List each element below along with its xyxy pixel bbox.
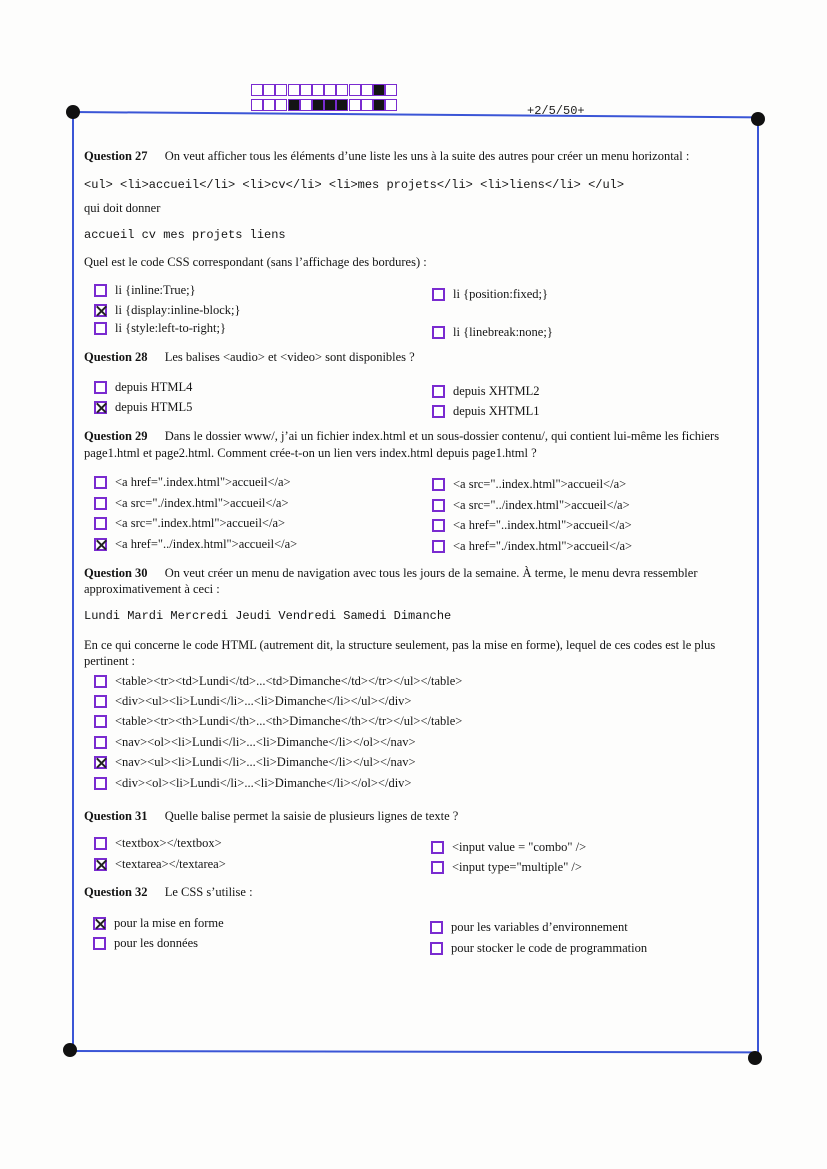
code-box	[263, 99, 275, 111]
checkbox[interactable]	[93, 937, 106, 950]
question-text: Quelle balise permet la saisie de plusieurs lignes de texte ?	[164, 809, 459, 823]
checkbox[interactable]	[94, 736, 107, 749]
corner-marker-top-left	[66, 105, 80, 119]
checkbox-checked[interactable]	[94, 401, 107, 414]
text-line: pertinent :	[84, 654, 136, 668]
choice-label: depuis XHTML1	[453, 404, 540, 418]
checkbox[interactable]	[94, 675, 107, 688]
choice-q27-e[interactable]	[432, 325, 553, 340]
choice-q30-a[interactable]	[94, 674, 462, 689]
choice-q30-d[interactable]	[94, 735, 416, 750]
checkbox-checked[interactable]	[94, 756, 107, 769]
text-line: approximativement à ceci :	[84, 582, 220, 596]
choice-q27-a[interactable]	[94, 283, 196, 298]
checkbox[interactable]	[94, 476, 107, 489]
choice-q32-c[interactable]	[430, 920, 628, 935]
choice-q29-c[interactable]	[94, 516, 285, 531]
question-label: Question 27	[84, 149, 148, 163]
choice-q31-d[interactable]	[431, 860, 582, 875]
checkbox[interactable]	[94, 777, 107, 790]
code-box	[312, 84, 324, 96]
choice-q29-h[interactable]	[432, 539, 632, 554]
choice-label: <a href="../index.html">accueil</a>	[115, 537, 298, 551]
choice-q32-d[interactable]	[430, 941, 647, 956]
code-box	[251, 99, 263, 111]
checkbox[interactable]	[432, 478, 445, 491]
choice-label: <div><ol><li>Lundi</li>...<li>Dimanche</li></ol></div>	[115, 776, 412, 790]
text-line: qui doit donner	[84, 201, 161, 215]
checkbox[interactable]	[94, 284, 107, 297]
code-box	[288, 99, 300, 111]
code-snippet: Lundi Mardi Mercredi Jeudi Vendredi Samedi Dimanche	[84, 609, 452, 623]
choice-label: <a src=".index.html">accueil</a>	[115, 516, 286, 530]
choice-label: <a src="..index.html">accueil</a>	[453, 477, 627, 491]
code-box	[349, 99, 361, 111]
choice-q32-b[interactable]	[93, 936, 198, 951]
code-box	[251, 84, 263, 96]
choice-q29-b[interactable]	[94, 496, 289, 511]
choice-q29-e[interactable]	[432, 477, 626, 492]
question-label: Question 32	[84, 885, 148, 899]
checkbox[interactable]	[432, 288, 445, 301]
choice-label: <textbox></textbox>	[115, 836, 222, 850]
choice-label: <a href="..index.html">accueil</a>	[453, 518, 632, 532]
choice-label: pour les variables d’environnement	[451, 920, 628, 934]
choice-q30-f[interactable]	[94, 776, 411, 791]
question-label: Question 30	[84, 566, 148, 580]
choice-q31-a[interactable]	[94, 836, 222, 851]
code-box	[373, 99, 385, 111]
question-30-heading	[84, 566, 697, 581]
frame-bottom-line	[70, 1050, 756, 1053]
code-box	[263, 84, 275, 96]
code-box	[288, 84, 300, 96]
checkbox-checked[interactable]	[94, 304, 107, 317]
choice-label: li {linebreak:none;}	[453, 325, 553, 339]
checkbox[interactable]	[432, 405, 445, 418]
choice-q29-d[interactable]	[94, 537, 297, 552]
code-box	[324, 99, 336, 111]
choice-label: li {display:inline-block;}	[115, 303, 241, 317]
code-box	[336, 99, 348, 111]
code-box	[275, 84, 287, 96]
checkbox[interactable]	[94, 322, 107, 335]
code-box	[385, 99, 397, 111]
choice-q30-b[interactable]	[94, 694, 411, 709]
question-text: Dans le dossier www/, j’ai un fichier index.html et un sous-dossier contenu/, qui contient lui-même les fichiers	[164, 429, 720, 443]
choice-label: li {inline:True;}	[115, 283, 196, 297]
choice-q29-a[interactable]	[94, 475, 291, 490]
choice-q27-d[interactable]	[432, 287, 548, 302]
choice-label: <textarea></textarea>	[115, 857, 226, 871]
choice-label: <input type="multiple" />	[452, 860, 582, 874]
choice-label: <nav><ol><li>Lundi</li>...<li>Dimanche</li></ol></nav>	[115, 735, 416, 749]
code-box	[361, 99, 373, 111]
checkbox[interactable]	[94, 381, 107, 394]
choice-label: depuis XHTML2	[453, 384, 540, 398]
choice-q32-a[interactable]	[93, 916, 224, 931]
choice-q28-b[interactable]	[94, 400, 192, 415]
frame-top-line	[72, 111, 758, 118]
frame-left-line	[72, 112, 74, 1050]
checkbox-checked[interactable]	[93, 917, 106, 930]
question-28-heading	[84, 350, 415, 365]
choice-label: <table><tr><td>Lundi</td>...<td>Dimanche</td></tr></ul></table>	[115, 674, 463, 688]
code-box	[300, 84, 312, 96]
corner-marker-top-right	[751, 112, 765, 126]
text-line: page1.html et page2.html. Comment crée-t-on un lien vers index.html depuis page1.html ?	[84, 446, 537, 460]
choice-label: li {style:left-to-right;}	[115, 321, 226, 335]
question-text: Le CSS s’utilise :	[164, 885, 253, 899]
question-label: Question 29	[84, 429, 148, 443]
question-31-heading	[84, 809, 458, 824]
code-box	[312, 99, 324, 111]
corner-marker-bottom-right	[748, 1051, 762, 1065]
code-snippet: accueil cv mes projets liens	[84, 228, 286, 242]
choice-label: <nav><ul><li>Lundi</li>...<li>Dimanche</li></ul></nav>	[115, 755, 416, 769]
question-text: On veut afficher tous les éléments d’une liste les uns à la suite des autres pour créer un menu horizontal :	[164, 149, 690, 163]
frame-right-line	[757, 118, 759, 1058]
choice-q28-c[interactable]	[432, 384, 539, 399]
checkbox[interactable]	[94, 715, 107, 728]
choice-label: <a href=".index.html">accueil</a>	[115, 475, 291, 489]
choice-label: <a src="./index.html">accueil</a>	[115, 496, 289, 510]
question-label: Question 31	[84, 809, 148, 823]
question-29-heading	[84, 429, 719, 444]
question-32-heading	[84, 885, 253, 900]
question-text: On veut créer un menu de navigation avec tous les jours de la semaine. À terme, le menu devra ressembler	[164, 566, 698, 580]
checkbox[interactable]	[94, 497, 107, 510]
choice-label: <div><ul><li>Lundi</li>...<li>Dimanche</li></ul></div>	[115, 694, 412, 708]
choice-label: <table><tr><th>Lundi</th>...<th>Dimanche</th></tr></ul></table>	[115, 714, 463, 728]
choice-label: pour stocker le code de programmation	[451, 941, 648, 955]
choice-q30-c[interactable]	[94, 714, 462, 729]
choice-q28-a[interactable]	[94, 380, 192, 395]
question-27-heading	[84, 149, 689, 164]
checkbox[interactable]	[432, 326, 445, 339]
corner-marker-bottom-left	[63, 1043, 77, 1057]
checkbox-checked[interactable]	[94, 858, 107, 871]
choice-label: li {position:fixed;}	[453, 287, 548, 301]
checkbox[interactable]	[430, 921, 443, 934]
choice-q31-b[interactable]	[94, 857, 226, 872]
choice-label: <a href="./index.html">accueil</a>	[453, 539, 633, 553]
checkbox-checked[interactable]	[94, 538, 107, 551]
choice-label: pour les données	[114, 936, 199, 950]
checkbox[interactable]	[432, 499, 445, 512]
code-box	[275, 99, 287, 111]
choice-q31-c[interactable]	[431, 840, 586, 855]
checkbox[interactable]	[431, 861, 444, 874]
checkbox[interactable]	[431, 841, 444, 854]
checkbox[interactable]	[94, 695, 107, 708]
code-box	[336, 84, 348, 96]
choice-label: <a src="../index.html">accueil</a>	[453, 498, 630, 512]
text-line: Quel est le code CSS correspondant (sans l’affichage des bordures) :	[84, 255, 427, 269]
choice-q27-b[interactable]	[94, 303, 241, 318]
code-box	[300, 99, 312, 111]
question-text: Les balises <audio> et <video> sont disponibles ?	[164, 350, 415, 364]
choice-label: depuis HTML5	[115, 400, 193, 414]
checkbox[interactable]	[430, 942, 443, 955]
code-box	[385, 84, 397, 96]
page-code: +2/5/50+	[527, 104, 585, 118]
checkbox[interactable]	[432, 385, 445, 398]
choice-label: pour la mise en forme	[114, 916, 224, 930]
checkbox[interactable]	[94, 517, 107, 530]
checkbox[interactable]	[432, 540, 445, 553]
choice-label: <input value = "combo" />	[452, 840, 587, 854]
choice-label: depuis HTML4	[115, 380, 193, 394]
code-box	[361, 84, 373, 96]
choice-q29-g[interactable]	[432, 518, 632, 533]
checkbox[interactable]	[432, 519, 445, 532]
choice-q30-e[interactable]	[94, 755, 416, 770]
code-box	[349, 84, 361, 96]
choice-q27-c[interactable]	[94, 321, 226, 336]
choice-q29-f[interactable]	[432, 498, 630, 513]
code-box	[373, 84, 385, 96]
choice-q28-d[interactable]	[432, 404, 539, 419]
checkbox[interactable]	[94, 837, 107, 850]
question-label: Question 28	[84, 350, 148, 364]
code-box	[324, 84, 336, 96]
code-snippet: <ul> <li>accueil</li> <li>cv</li> <li>mes projets</li> <li>liens</li> </ul>	[84, 178, 625, 192]
text-line: En ce qui concerne le code HTML (autrement dit, la structure seulement, pas la mise en forme), lequel de ces codes est le plus	[84, 638, 716, 652]
